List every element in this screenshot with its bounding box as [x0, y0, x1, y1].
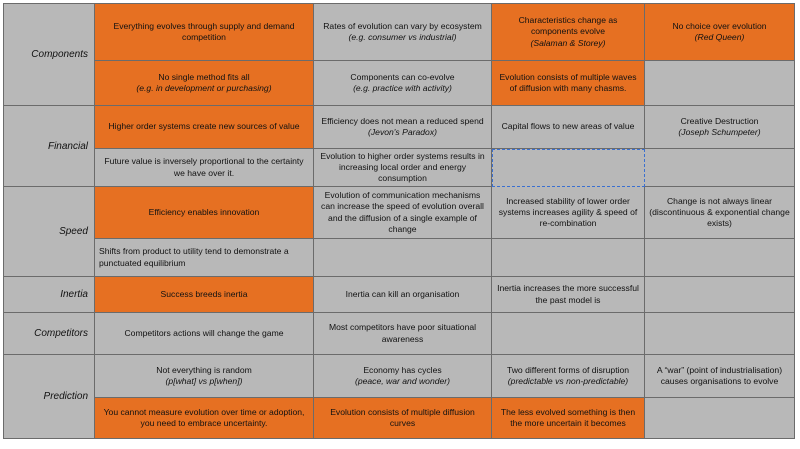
- cell-text: No choice over evolution: [672, 20, 767, 31]
- cell-subtext: (Jevon's Paradox): [368, 127, 437, 137]
- cell-r8c4[interactable]: [645, 313, 795, 355]
- cell-text: Higher order systems create new sources of value: [108, 121, 300, 132]
- cell-r5c1[interactable]: [95, 187, 314, 239]
- cell-r5c4[interactable]: [645, 187, 795, 239]
- cell-r3c4[interactable]: [645, 106, 795, 149]
- cell-text: Future value is inversely proportional to the certainty we have over it.: [104, 156, 304, 178]
- cell-r4c3-selected[interactable]: [492, 149, 645, 187]
- cell-r9c4[interactable]: [645, 355, 795, 398]
- cell-text: A “war” (point of industrialisation) causes organisations to evolve: [656, 364, 783, 386]
- cell-r4c1[interactable]: [95, 149, 314, 187]
- cell-text: Evolution to higher order systems results in increasing local order and energy consumption: [320, 150, 485, 184]
- cell-text: Most competitors have poor situational awareness: [328, 322, 477, 344]
- cell-r2c3[interactable]: [492, 61, 645, 106]
- cell-r6c4[interactable]: [645, 239, 795, 277]
- cell-text: Creative Destruction: [680, 115, 759, 126]
- cell-text: Rates of evolution can vary by ecosystem: [323, 20, 482, 31]
- category-prediction: Prediction: [4, 355, 95, 439]
- cell-r9c2[interactable]: [314, 355, 492, 398]
- cell-text: Capital flows to new areas of value: [501, 121, 635, 132]
- cell-r1c3[interactable]: [492, 4, 645, 61]
- cell-subtext: (peace, war and wonder): [354, 376, 451, 386]
- cell-text: Inertia can kill an organisation: [345, 288, 460, 299]
- cell-text: The less evolved something is then the more uncertain it becomes: [500, 406, 636, 428]
- cell-r10c3[interactable]: [492, 398, 645, 439]
- cell-r1c2[interactable]: [314, 4, 492, 61]
- cell-text: Two different forms of disruption: [506, 364, 630, 375]
- cell-r3c1[interactable]: [95, 106, 314, 149]
- cell-r10c2[interactable]: [314, 398, 492, 439]
- category-inertia: Inertia: [4, 277, 95, 313]
- cell-subtext: (Red Queen): [694, 32, 745, 42]
- cell-r5c3[interactable]: [492, 187, 645, 239]
- cell-r6c1[interactable]: [95, 239, 314, 277]
- cell-text: Change is not always linear (discontinuous & exponential change exists): [649, 195, 790, 229]
- cell-r8c3[interactable]: [492, 313, 645, 355]
- cell-text: Efficiency does not mean a reduced spend: [321, 115, 484, 126]
- cell-r2c4[interactable]: [645, 61, 795, 106]
- cell-r1c4[interactable]: [645, 4, 795, 61]
- cell-r7c4[interactable]: [645, 277, 795, 313]
- cell-r8c2[interactable]: [314, 313, 492, 355]
- cell-subtext: (e.g. consumer vs industrial): [348, 32, 457, 42]
- cell-text: Everything evolves through supply and demand competition: [113, 20, 295, 42]
- evolution-principles-table: [3, 3, 795, 439]
- category-financial: Financial: [4, 106, 95, 187]
- cell-r4c2[interactable]: [314, 149, 492, 187]
- cell-text: Not everything is random: [156, 364, 252, 375]
- cell-text: Evolution consists of multiple waves of diffusion with many chasms.: [499, 71, 637, 93]
- cell-r1c1[interactable]: [95, 4, 314, 61]
- cell-text: Success breeds inertia: [160, 288, 248, 299]
- cell-r8c1[interactable]: [95, 313, 314, 355]
- cell-text: Shifts from product to utility tend to demonstrate a punctuated equilibrium: [99, 246, 289, 268]
- cell-r3c3[interactable]: [492, 106, 645, 149]
- cell-subtext: (e.g. practice with activity): [353, 83, 452, 93]
- cell-text: Inertia increases the more successful the past model is: [497, 283, 639, 305]
- cell-r5c2[interactable]: [314, 187, 492, 239]
- cell-subtext: (Joseph Schumpeter): [678, 127, 761, 137]
- cell-r9c3[interactable]: [492, 355, 645, 398]
- cell-text: Efficiency enables innovation: [148, 206, 260, 217]
- cell-text: Increased stability of lower order systems increases agility & speed of re-combination: [498, 195, 638, 229]
- cell-r10c1[interactable]: [95, 398, 314, 439]
- cell-r10c4[interactable]: [645, 398, 795, 439]
- cell-r7c2[interactable]: [314, 277, 492, 313]
- cell-r7c1[interactable]: [95, 277, 314, 313]
- cell-text: Competitors actions will change the game: [124, 327, 284, 338]
- cell-r6c3[interactable]: [492, 239, 645, 277]
- cell-text: No single method fits all: [158, 71, 250, 82]
- cell-subtext: (e.g. in development or purchasing): [136, 83, 272, 93]
- category-competitors: Competitors: [4, 313, 95, 355]
- cell-text: You cannot measure evolution over time or adoption, you need to embrace uncertainty.: [103, 406, 305, 428]
- cell-r9c1[interactable]: [95, 355, 314, 398]
- cell-subtext: (Salaman & Storey): [530, 37, 606, 48]
- category-speed: Speed: [4, 187, 95, 277]
- category-components: Components: [4, 4, 95, 106]
- cell-r4c4[interactable]: [645, 149, 795, 187]
- cell-text: Evolution consists of multiple diffusion curves: [330, 406, 475, 428]
- cell-r3c2[interactable]: [314, 106, 492, 149]
- cell-text: Components can co-evolve: [350, 71, 455, 82]
- cell-subtext: (predictable vs non-predictable): [507, 376, 629, 386]
- cell-text: Economy has cycles: [363, 364, 442, 375]
- cell-r2c2[interactable]: [314, 61, 492, 106]
- cell-r6c2[interactable]: [314, 239, 492, 277]
- cell-r7c3[interactable]: [492, 277, 645, 313]
- cell-text: Evolution of communication mechanisms can increase the speed of evolution overall and the diffusion of a single example of change: [321, 190, 484, 234]
- cell-r2c1[interactable]: [95, 61, 314, 106]
- cell-text: Characteristics change as components evolve: [518, 15, 618, 37]
- cell-subtext: (p[what] vs p[when]): [165, 376, 243, 386]
